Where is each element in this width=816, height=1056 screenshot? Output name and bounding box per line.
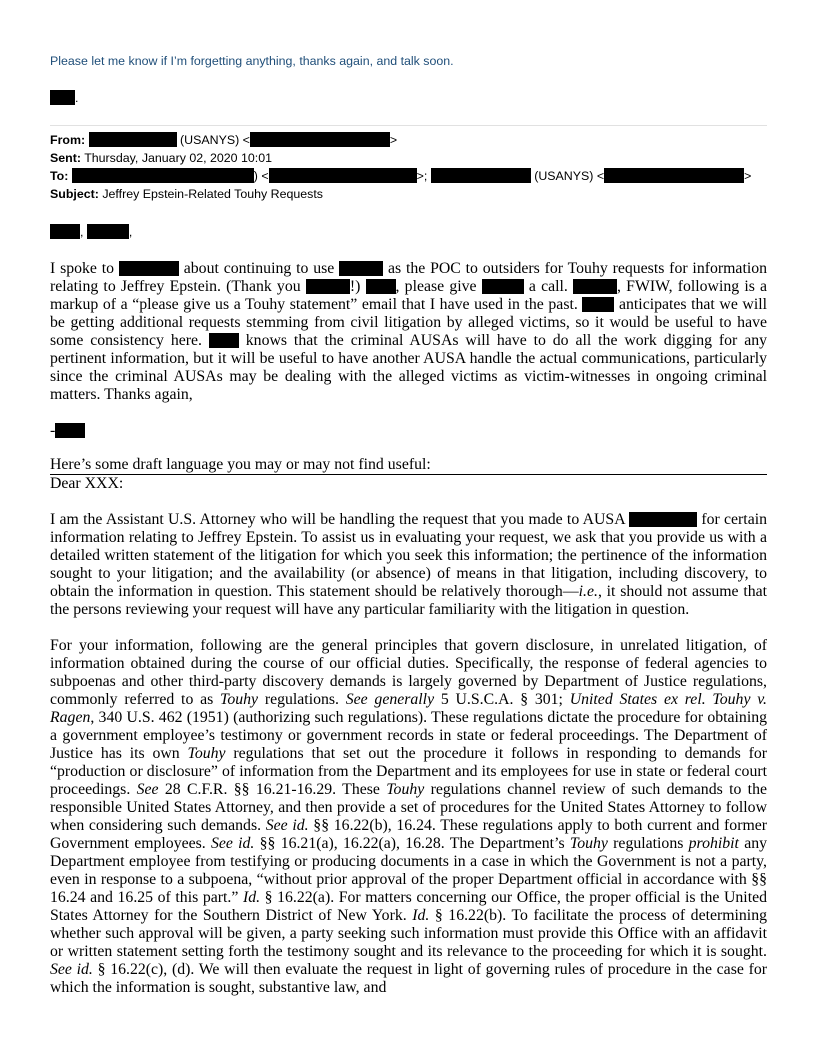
text-run: 28 C.F.R. §§ 16.21-16.29. These: [158, 781, 387, 798]
text-run: as the POC to outsiders for Touhy requests for information relating to Jeffrey Epstein. (Thank you: [50, 260, 768, 295]
text-run: §§ 16.21(a), 16.22(a), 16.28. The Department’s: [254, 835, 570, 852]
text-run: , it should not assume that the persons reviewing your request will have any particular familiarity with the litigation in question.: [50, 583, 768, 618]
text-run: anticipates that we will be getting additional requests stemming from civil litigation by alleged victims, so it would be useful to have some consistency here.: [50, 296, 767, 349]
redaction-box: [366, 279, 396, 294]
salutation-sep: ,: [80, 225, 84, 239]
to-end: >: [744, 169, 752, 183]
text-run: See: [136, 781, 159, 798]
text-run: any Department employee from testifying or producing documents in a case in which the Government is not a party, even in response to a subpoena, “without prior approval of the proper Department official in accordance with §§ 16.24 and 16.25 of this part.”: [50, 835, 768, 906]
text-run: Id.: [412, 907, 430, 924]
text-run: i.e.: [578, 583, 598, 600]
text-run: § 16.22(a). For matters concerning our Office, the proper official is the United States Attorney for the Southern District of New York.: [50, 889, 767, 924]
closing-line: Please let me know if I’m forgetting anything, thanks again, and talk soon.: [50, 54, 454, 68]
text-run: Id.: [242, 889, 261, 906]
dash: -: [50, 422, 56, 439]
redaction-box: [482, 279, 524, 294]
text-run: , 340 U.S. 462 (1951) (authorizing such regulations). These regulations dictate the procedure for obtaining a government employee’s testimony or government records in state or federal proceedings. The Department of Justice has its own: [50, 709, 767, 762]
redaction-box: [629, 512, 697, 527]
paragraph-request-statement: [50, 511, 767, 619]
sig-suffix: .: [75, 91, 79, 105]
redaction-box: [431, 168, 531, 183]
header-divider: [50, 125, 767, 126]
text-run: Touhy: [386, 781, 425, 798]
text-run: prohibit: [688, 835, 739, 852]
sent-value: Thursday, January 02, 2020 10:01: [84, 151, 273, 165]
redaction-box: [573, 279, 617, 294]
sent-label: Sent:: [50, 151, 81, 165]
text-run: , FWIW, following is a markup of a “please give us a Touhy statement” email that I have used in the past.: [50, 278, 768, 313]
email-header-to: [50, 167, 767, 185]
text-run: a call.: [528, 278, 568, 295]
from-end: >: [389, 133, 398, 147]
redaction-box: [250, 132, 390, 147]
signature-initials: [50, 90, 767, 108]
email-document: [50, 52, 767, 997]
text-run: 5 U.S.C.A. § 301;: [434, 691, 570, 708]
sender-signature: [50, 422, 767, 440]
text-run: § 16.22(c), (d). We will then evaluate the request in light of governing rules of procedure in the case for which the information is sought, substantive law, and: [50, 961, 767, 996]
salutation: [50, 223, 767, 241]
redaction-box: [50, 90, 75, 105]
text-run: , please give: [395, 278, 477, 295]
to-mid1: ) <: [253, 169, 269, 183]
text-run: United States ex rel. Touhy v. Ragen: [50, 691, 768, 726]
text-run: § 16.22(b). To facilitate the process of determining whether such approval will be given, a party seeking such information must provide this Office with an affidavit or written statement setting forth the testimony sought and its relevance to the proceeding for which it is sought.: [50, 907, 767, 960]
subject-value: Jeffrey Epstein-Related Touhy Requests: [102, 187, 323, 201]
to-mid3: (USANYS) <: [534, 169, 605, 183]
redaction-box: [209, 333, 239, 348]
text-run: I am the Assistant U.S. Attorney who will be handling the request that you made to AUSA: [50, 511, 625, 528]
to-mid2: >;: [416, 169, 428, 183]
redaction-box: [306, 279, 350, 294]
salutation-end: ,: [128, 225, 133, 239]
text-run: regulations.: [258, 691, 346, 708]
text-run: Touhy: [187, 745, 226, 762]
text-run: Touhy: [220, 691, 259, 708]
text-run: about continuing to use: [183, 260, 335, 277]
redaction-box: [72, 168, 254, 183]
text-run: §§ 16.22(b), 16.24. These regulations apply to both current and former Government employees.: [50, 817, 768, 852]
text-run: regulations channel review of such demands to the responsible United States Attorney, and then provide a set of procedures for the United States Attorney to follow when considering such demands.: [50, 781, 767, 834]
text-run: See id.: [265, 817, 309, 834]
email-header-sent: [50, 149, 767, 167]
text-run: knows that the criminal AUSAs will have to do all the work digging for any pertinent information, but it will be useful to have another AUSA handle the actual communications, particularly since the criminal AUSAs may be dealing with the alleged victims as victim-witnesses in ongoing criminal matters. Thanks again,: [50, 332, 768, 403]
paragraph-touhy-principles: [50, 637, 767, 997]
email-header-subject: [50, 185, 767, 203]
redaction-box: [582, 297, 614, 312]
text-run: regulations that set out the procedure it follows in responding to demands for “production or disclosure” of information from the Department and its employees for use in state or federal court proceedings.: [50, 745, 767, 798]
text-run: Touhy: [569, 835, 608, 852]
text-run: See id.: [210, 835, 255, 852]
to-label: To:: [50, 169, 69, 183]
subject-label: Subject:: [50, 187, 99, 201]
redaction-box: [50, 224, 80, 239]
redaction-box: [119, 261, 179, 276]
draft-intro: Here’s some draft language you may or may not find useful:: [50, 456, 767, 475]
redaction-box: [89, 132, 177, 147]
redaction-box: [55, 423, 85, 438]
text-run: regulations: [607, 835, 689, 852]
draft-salutation: Dear XXX:: [50, 475, 124, 492]
text-run: for certain information relating to Jeffrey Epstein. To assist us in evaluating your request, we ask that you provide us with a detailed written statement of the litigation for which you seek this information; the pertinence of the information sought to your litigation; and the availability (or absence) of means in that litigation, including discovery, to obtain the information in question. This statement should be relatively thorough—: [50, 511, 767, 600]
redaction-box: [339, 261, 383, 276]
text-run: For your information, following are the general principles that govern disclosure, in unrelated litigation, of information obtained during the course of our official duties. Specifically, the response of federal agencies to subpoenas and other third-party discovery demands is largely governed by Department of Justice regulations, commonly referred to as: [50, 637, 767, 708]
text-run: See generally: [345, 691, 435, 708]
from-label: From:: [50, 133, 86, 147]
redaction-box: [269, 168, 417, 183]
email-header-from: [50, 131, 767, 149]
redaction-box: [604, 168, 744, 183]
text-run: I spoke to: [50, 260, 115, 277]
from-mid: (USANYS) <: [180, 133, 250, 147]
paragraph-touhy-poc: [50, 260, 767, 404]
redaction-box: [87, 224, 129, 239]
text-run: See id.: [50, 961, 93, 978]
text-run: !): [349, 278, 361, 295]
